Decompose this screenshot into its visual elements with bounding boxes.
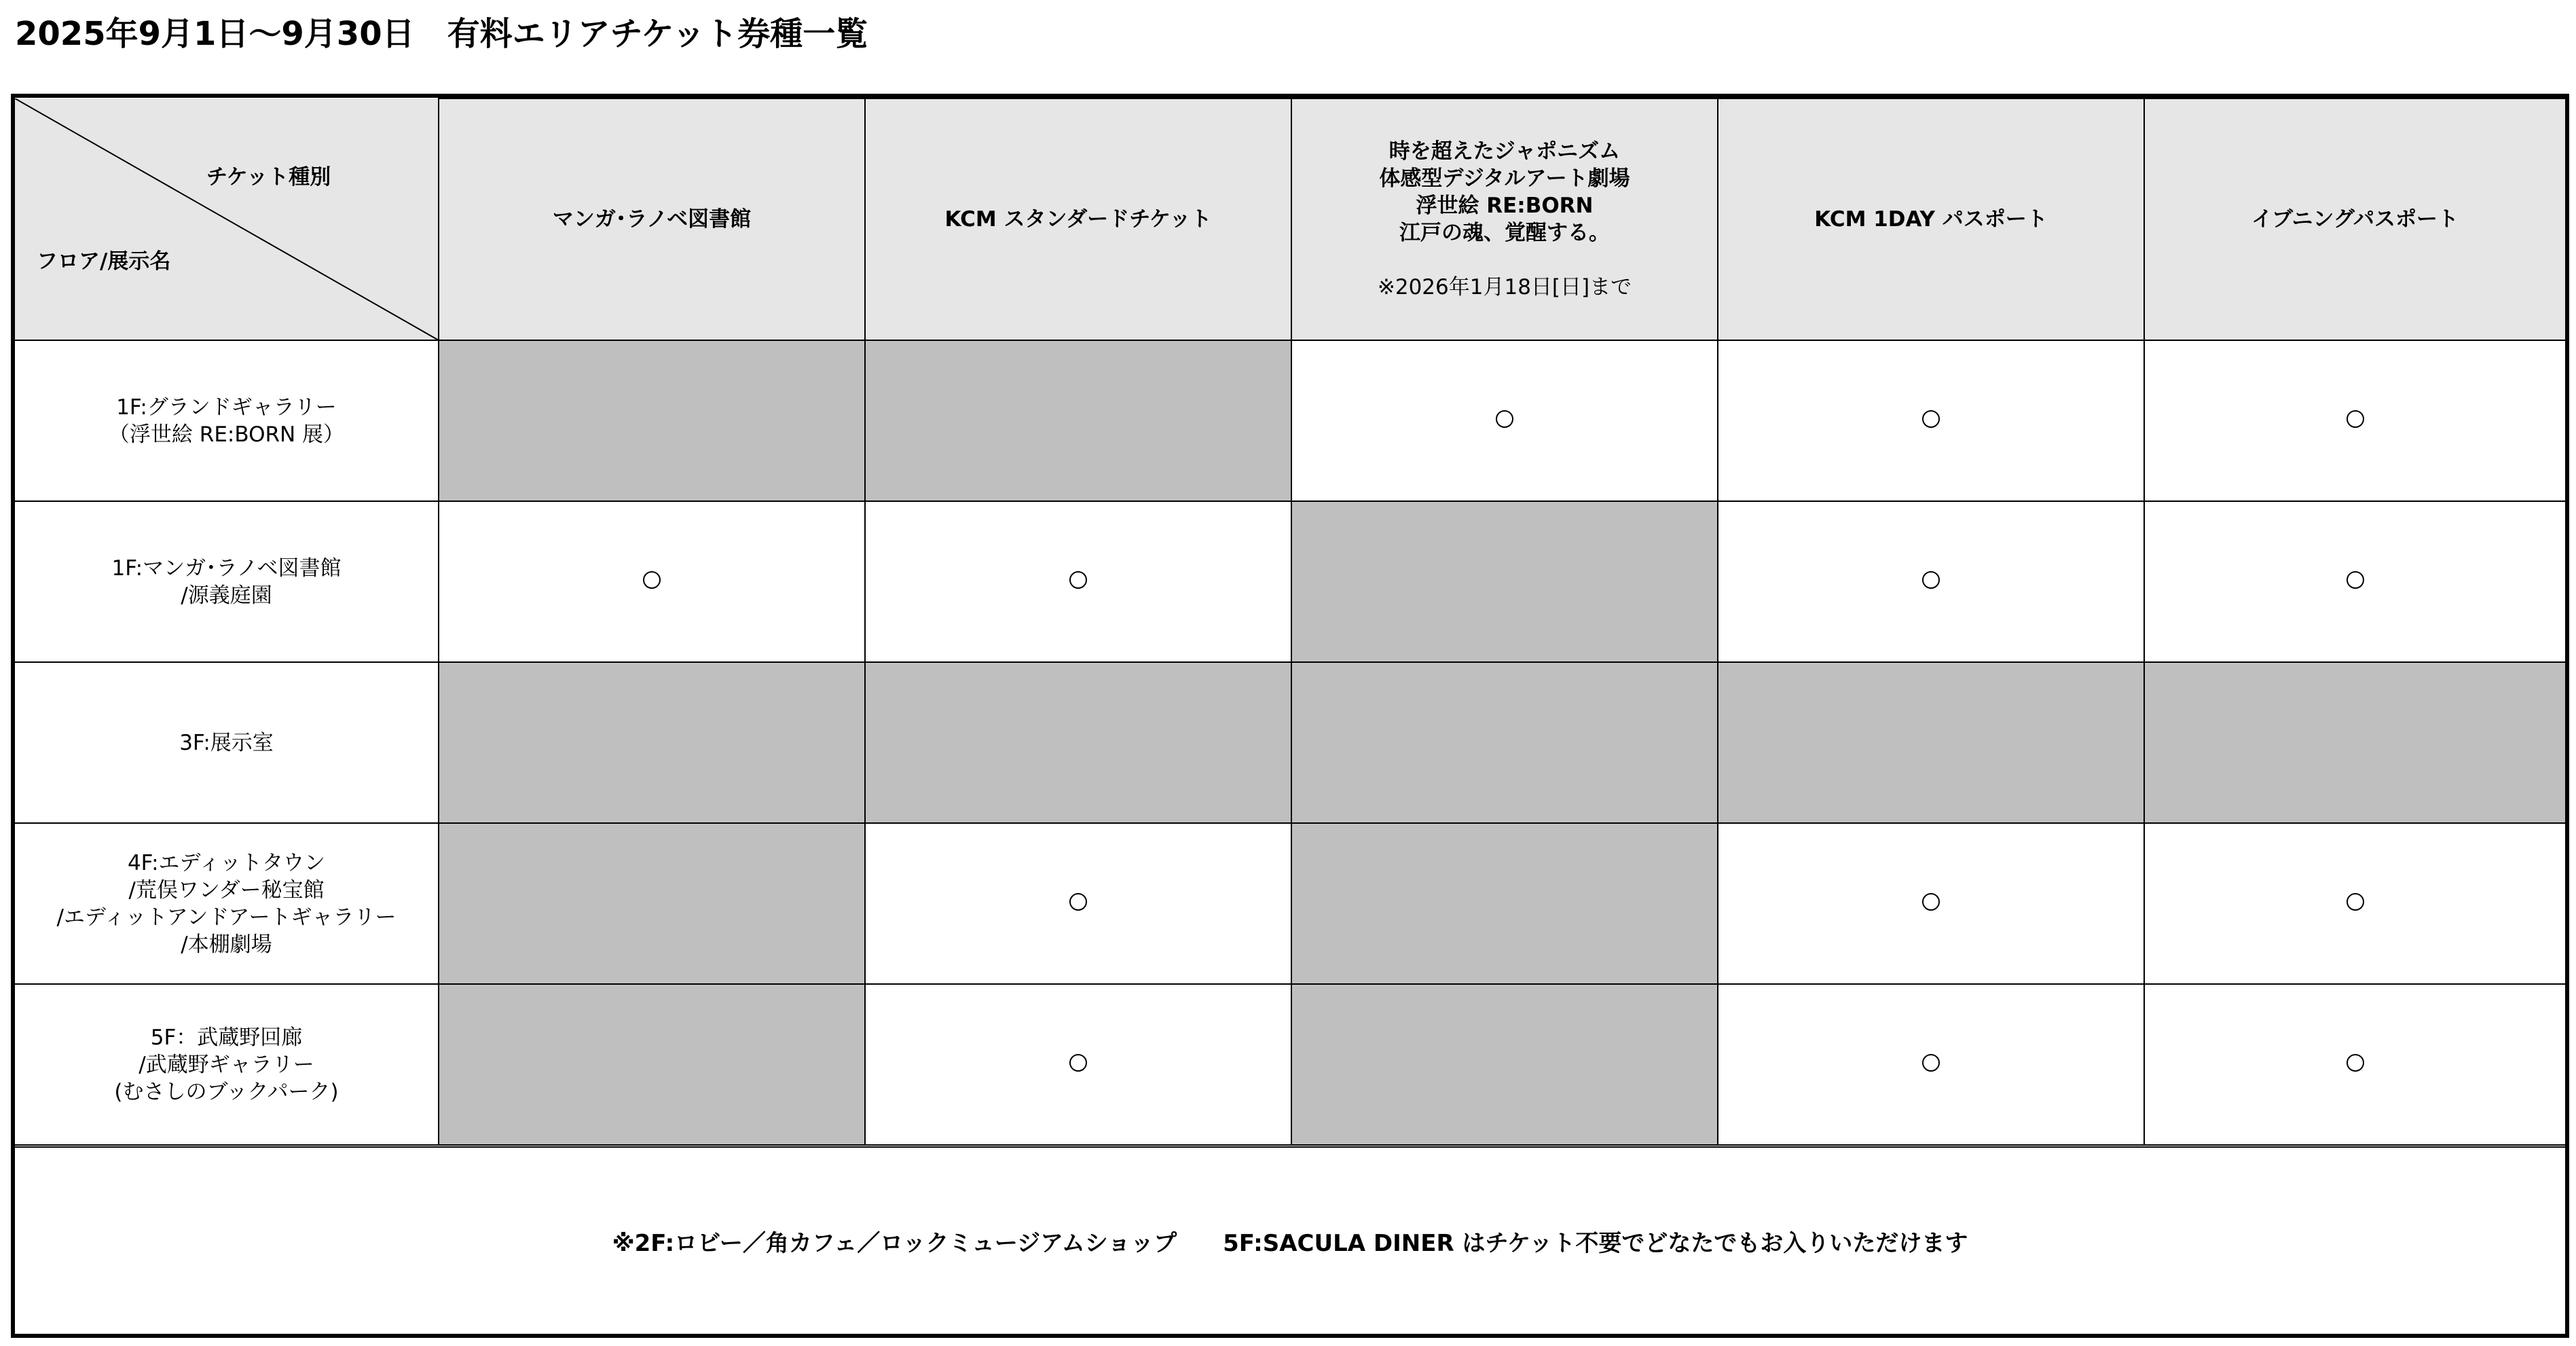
table-row — [15, 501, 2565, 662]
corner-header-cell — [15, 98, 439, 340]
row-label-line: /源義庭園 — [181, 583, 272, 608]
corner-diagonal-line — [15, 98, 439, 340]
row-label-line: /荒俣ワンダー秘宝館 — [128, 877, 325, 903]
column-header-line: 浮世絵 RE:BORN — [1416, 194, 1594, 218]
column-header-line: 時を超えたジャポニズム — [1388, 139, 1621, 164]
row-label-line: （浮世絵 RE:BORN 展） — [108, 422, 345, 447]
table-row — [15, 340, 2565, 501]
available-cell — [1718, 501, 2144, 662]
available-cell — [865, 501, 1291, 662]
circle-icon — [1922, 571, 1940, 589]
available-cell — [2144, 501, 2565, 662]
unavailable-cell — [1291, 984, 1718, 1145]
circle-icon — [2347, 410, 2364, 428]
header-row — [15, 98, 2565, 340]
table-row — [15, 823, 2565, 984]
unavailable-cell — [1718, 662, 2144, 823]
circle-icon — [1922, 410, 1940, 428]
circle-icon — [1496, 410, 1513, 428]
available-cell — [2144, 823, 2565, 984]
page-title: 2025年9月1日～9月30日 有料エリアチケット券種一覧 — [15, 15, 868, 53]
unavailable-cell — [1291, 823, 1718, 984]
ticket-table-frame — [11, 94, 2569, 1338]
footer-note: ※2F:ロビー／角カフェ／ロックミュージアムショップ 5F:SACULA DINER はチケット不要でどなたでもお入りいただけます — [15, 1146, 2565, 1334]
row-label-line: /本棚劇場 — [181, 932, 272, 957]
column-header-5 — [2144, 98, 2565, 340]
column-header-line: KCM 1DAY パスポート — [1814, 207, 2048, 232]
column-header-line: 江戸の魂、覚醒する。 — [1399, 221, 1610, 245]
row-label-line: 1F:グランドギャラリー — [116, 395, 337, 420]
ticket-type-axis-label: チケット種別 — [206, 165, 331, 189]
unavailable-cell — [865, 340, 1291, 501]
row-label-line: /エディットアンドアートギャラリー — [56, 905, 397, 930]
unavailable-cell — [1291, 501, 1718, 662]
row-label-line: /武蔵野ギャラリー — [139, 1052, 314, 1077]
circle-icon — [1069, 893, 1087, 911]
row-label-line: (むさしのブックパーク) — [114, 1079, 339, 1104]
row-label-cell — [15, 340, 439, 501]
row-label-line: 5F：武蔵野回廊 — [150, 1025, 303, 1050]
unavailable-cell — [439, 823, 865, 984]
row-label-cell — [15, 662, 439, 823]
column-header-line: イブニングパスポート — [2251, 207, 2459, 232]
available-cell — [2144, 984, 2565, 1145]
available-cell — [1291, 340, 1718, 501]
unavailable-cell — [865, 662, 1291, 823]
available-cell — [865, 823, 1291, 984]
available-cell — [1718, 984, 2144, 1145]
row-label-cell — [15, 501, 439, 662]
column-header-4 — [1718, 98, 2144, 340]
row-label-line: 3F:展示室 — [179, 730, 274, 755]
circle-icon — [1069, 571, 1087, 589]
table-row — [15, 662, 2565, 823]
unavailable-cell — [2144, 662, 2565, 823]
column-header-2 — [865, 98, 1291, 340]
available-cell — [439, 501, 865, 662]
table-row — [15, 984, 2565, 1145]
unavailable-cell — [439, 984, 865, 1145]
available-cell — [2144, 340, 2565, 501]
available-cell — [1718, 340, 2144, 501]
circle-icon — [2347, 893, 2364, 911]
unavailable-cell — [439, 662, 865, 823]
column-header-line: 体感型デジタルアート劇場 — [1379, 166, 1630, 191]
circle-icon — [1922, 1054, 1940, 1072]
circle-icon — [643, 571, 661, 589]
row-label-cell — [15, 823, 439, 984]
circle-icon — [2347, 1054, 2364, 1072]
row-label-line: 1F:マンガ･ラノベ図書館 — [111, 556, 342, 581]
column-header-note: ※2026年1月18日[日]まで — [1377, 275, 1632, 299]
row-label-line: 4F:エディットタウン — [127, 850, 326, 875]
circle-icon — [2347, 571, 2364, 589]
unavailable-cell — [1291, 662, 1718, 823]
available-cell — [865, 984, 1291, 1145]
floor-axis-label: フロア/展示名 — [37, 249, 171, 274]
column-header-line: マンガ･ラノベ図書館 — [552, 207, 752, 232]
column-header-3 — [1291, 98, 1718, 340]
unavailable-cell — [439, 340, 865, 501]
row-label-cell — [15, 984, 439, 1145]
ticket-type-table — [15, 98, 2565, 1146]
circle-icon — [1069, 1054, 1087, 1072]
column-header-1 — [439, 98, 865, 340]
circle-icon — [1922, 893, 1940, 911]
available-cell — [1718, 823, 2144, 984]
column-header-line: KCM スタンダードチケット — [944, 207, 1212, 232]
